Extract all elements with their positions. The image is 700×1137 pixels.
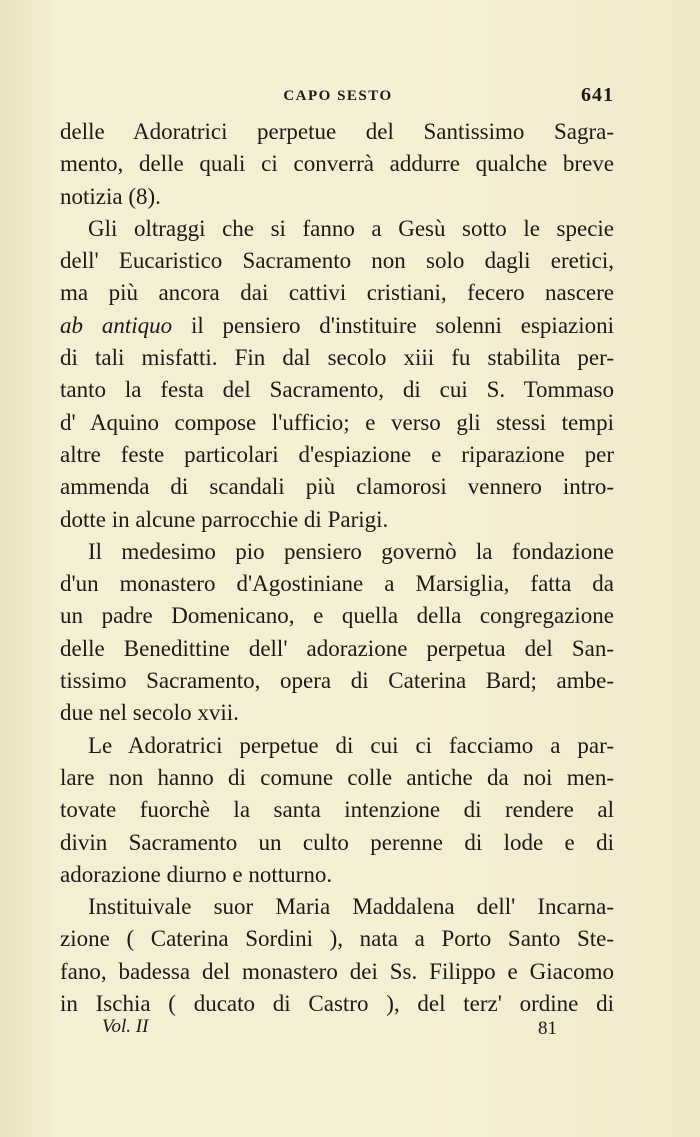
text-line: altre feste particolari d'espiazione e riparazione per bbox=[60, 441, 614, 467]
signature-mark: 81 bbox=[538, 1018, 557, 1039]
running-title: CAPO SESTO bbox=[283, 88, 393, 104]
page-number: 641 bbox=[581, 84, 614, 106]
text-line: dell' Eucaristico Sacramento non solo dagli eretici, bbox=[60, 248, 614, 274]
text-line: tanto la festa del Sacramento, di cui S. Tommaso bbox=[60, 377, 614, 403]
text-line: tovate fuorchè la santa intenzione di rendere al bbox=[60, 797, 614, 823]
text-line: Le Adoratrici perpetue di cui ci facciamo a par- bbox=[88, 732, 614, 758]
text-line: un padre Domenicano, e quella della congregazione bbox=[60, 603, 614, 629]
text-line: due nel secolo xvii. bbox=[60, 700, 239, 726]
text-line: notizia (8). bbox=[60, 183, 161, 209]
text-line: Gli oltraggi che si fanno a Gesù sotto le specie bbox=[88, 215, 614, 241]
text-line: ammenda di scandali più clamorosi vennero intro- bbox=[60, 474, 614, 500]
text-line: Il medesimo pio pensiero governò la fondazione bbox=[88, 538, 614, 564]
text-line: zione ( Caterina Sordini ), nata a Porto Santo Ste- bbox=[60, 926, 614, 952]
volume-label: Vol. II bbox=[102, 1016, 149, 1037]
text-line: Instituivale suor Maria Maddalena dell' Incarna- bbox=[88, 894, 614, 920]
text-line-rest: il pensiero d'instituire solenni espiazioni bbox=[190, 312, 614, 338]
text-line: delle Adoratrici perpetue del Santissimo Sagra- bbox=[60, 119, 614, 144]
text-line: mento, delle quali ci converrà addurre qualche breve bbox=[60, 151, 614, 177]
body-text bbox=[60, 116, 614, 1020]
text-line: d' Aquino compose l'ufficio; e verso gli stessi tempi bbox=[60, 409, 614, 435]
page-footer bbox=[60, 1016, 614, 1046]
text-line: lare non hanno di comune colle antiche da noi men- bbox=[60, 764, 614, 790]
text-line: dotte in alcune parrocchie di Parigi. bbox=[60, 506, 389, 532]
text-line: fano, badessa del monastero dei Ss. Filippo e Giacomo bbox=[60, 958, 614, 984]
text-line: d'un monastero d'Agostiniane a Marsiglia, fatta da bbox=[60, 571, 614, 597]
text-line: in Ischia ( ducato di Castro ), del terz' ordine di bbox=[60, 991, 614, 1017]
text-line bbox=[60, 310, 614, 342]
text-line: adorazione diurno e notturno. bbox=[60, 861, 333, 887]
running-head bbox=[62, 84, 614, 110]
text-line: tissimo Sacramento, opera di Caterina Bard; ambe- bbox=[60, 668, 614, 694]
text-line: divin Sacramento un culto perenne di lode e di bbox=[60, 829, 614, 855]
text-line: delle Benedittine dell' adorazione perpetua del San- bbox=[60, 635, 614, 661]
italic-phrase: ab antiquo bbox=[60, 312, 173, 338]
text-line: ma più ancora dai cattivi cristiani, fecero nascere bbox=[60, 280, 614, 306]
text-line: di tali misfatti. Fin dal secolo xiii fu stabilita per- bbox=[60, 345, 614, 371]
